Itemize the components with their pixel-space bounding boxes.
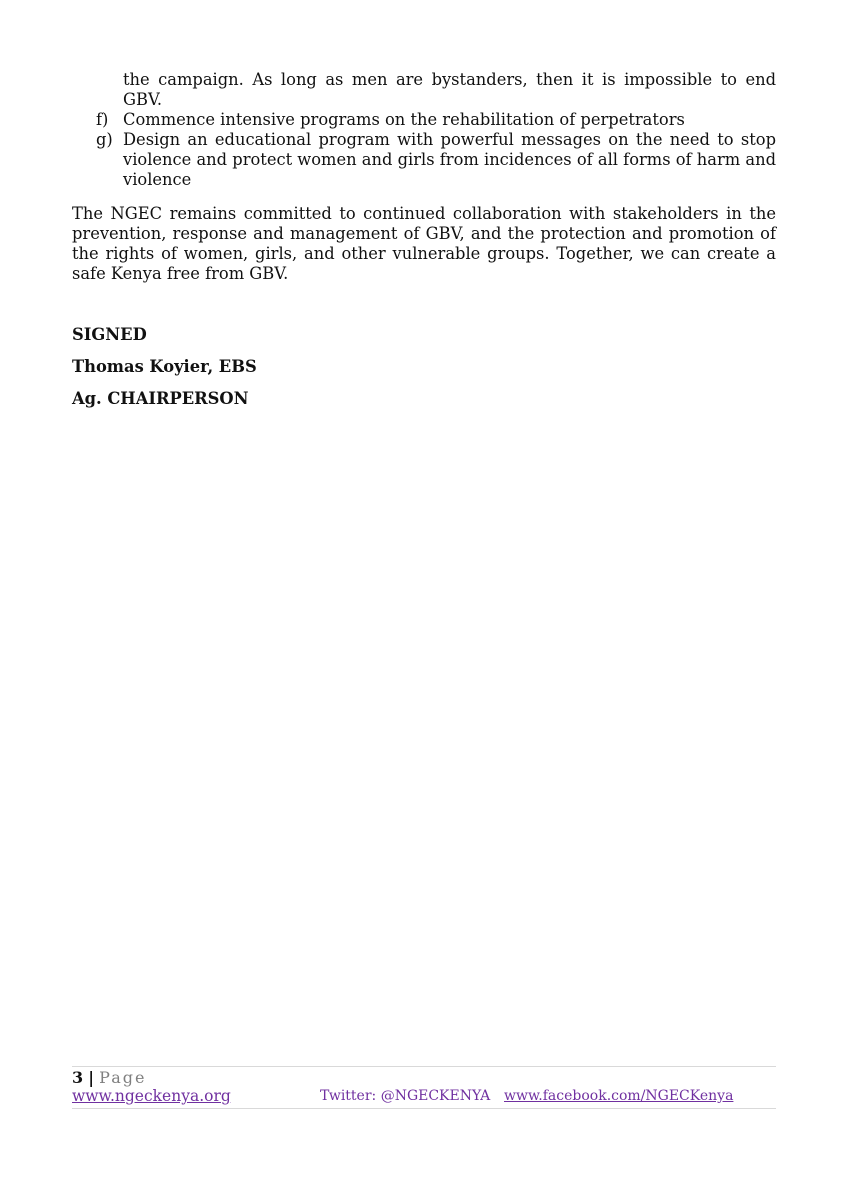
list-item-text: Design an educational program with powerful messages on the need to stop violence and protect women and girls from incidences of all forms of harm and violence [123,130,776,189]
page-number-line [72,1067,776,1088]
facebook-link[interactable]: www.facebook.com/NGECKenya [504,1088,734,1104]
page-separator: | [88,1068,95,1087]
list-item-continuation [72,70,776,110]
list-item-text: the campaign. As long as men are bystanders, then it is impossible to end GBV. [123,70,776,109]
page-number: 3 [72,1068,84,1087]
footer-divider-bottom [72,1108,776,1109]
footer-contacts [72,1088,776,1108]
page-label: Page [99,1068,147,1087]
document-body [72,70,776,409]
signatory-title: Ag. CHAIRPERSON [72,389,249,408]
list-item-g [72,130,776,190]
list-item-f [72,110,776,130]
closing-paragraph: The NGEC remains committed to continued collaboration with stakeholders in the prevention, response and management of GBV, and the protection and promotion of the rights of women, girls, and other vulnerable groups. Together, we can create a safe Kenya free from GBV. [72,204,776,283]
twitter-handle: Twitter: @NGECKENYA [320,1088,491,1104]
signatory-name: Thomas Koyier, EBS [72,357,257,376]
website-link[interactable]: www.ngeckenya.org [72,1087,231,1105]
signed-label: SIGNED [72,325,147,344]
page-footer [72,1066,776,1109]
list-marker: g) [96,130,113,149]
list-marker: f) [96,110,109,129]
list-item-text: Commence intensive programs on the rehabilitation of perpetrators [123,110,685,129]
recommendations-list [72,70,776,190]
